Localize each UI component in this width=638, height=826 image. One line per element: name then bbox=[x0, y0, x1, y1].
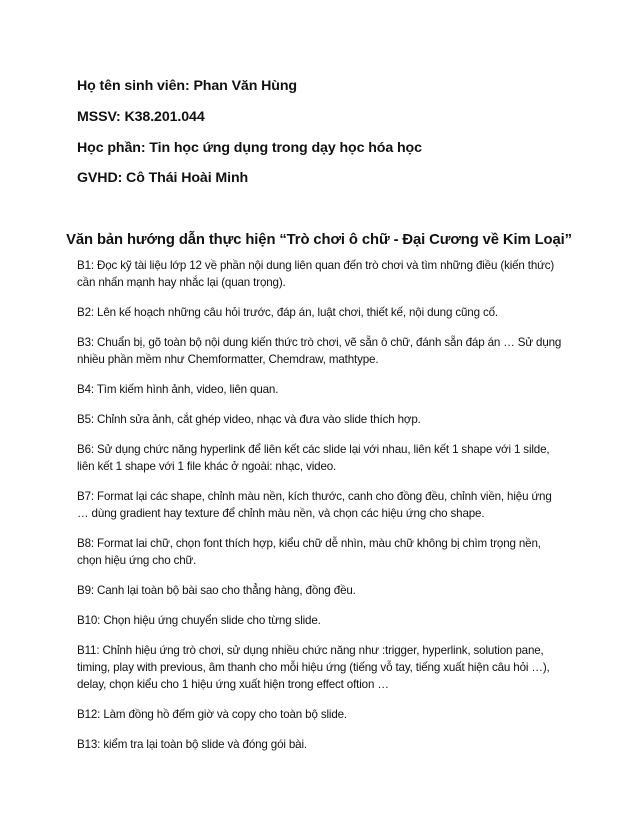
step-item-b13: B13: kiểm tra lại toàn bộ slide và đóng gói bài. bbox=[77, 738, 307, 751]
step-item-b11: B11: Chỉnh hiệu ứng trò chơi, sử dụng nhiều chức năng như :trigger, hyperlink, solution pane, timing, play with previous, âm thanh cho mỗi hiệu ứng (tiếng vỗ tay, tiếng xuất hiện câu hỏi …), delay, chọn kiểu cho 1 hiệu ứng xuất hiện trong effect oftion … bbox=[77, 644, 550, 691]
steps-list bbox=[77, 257, 565, 766]
step-item-b5: B5: Chỉnh sửa ảnh, cắt ghép video, nhạc và đưa vào slide thích hợp. bbox=[77, 413, 421, 426]
step-item-b8: B8: Format lai chữ, chọn font thích hợp, kiểu chữ dễ nhìn, màu chữ không bị chìm trọng nền, chọn hiệu ứng cho chữ. bbox=[77, 537, 541, 567]
step-item-b6: B6: Sử dụng chức năng hyperlink để liên kết các slide lại với nhau, liên kết 1 shape với 1 silde, liên kết 1 shape với 1 file khác ở ngoài: nhạc, video. bbox=[77, 443, 550, 473]
advisor-name: GVHD: Cô Thái Hoài Minh bbox=[77, 170, 249, 186]
step-item-b12: B12: Làm đồng hồ đếm giờ và copy cho toàn bộ slide. bbox=[77, 708, 348, 721]
step-item-b4: B4: Tìm kiếm hình ảnh, video, liên quan. bbox=[77, 383, 279, 396]
step-item-b1: B1: Đọc kỹ tài liệu lớp 12 về phần nội dung liên quan đến trò chơi và tìm những điều (kiến thức) cần nhấn mạnh hay nhắc lại (quan trọng). bbox=[77, 259, 555, 289]
course-name: Học phần: Tin học ứng dụng trong dạy học hóa học bbox=[77, 140, 422, 156]
step-item-b10: B10: Chọn hiệu ứng chuyển slide cho từng slide. bbox=[77, 614, 321, 627]
document-title: Văn bản hướng dẫn thực hiện “Trò chơi ô chữ - Đại Cương về Kim Loại” bbox=[66, 232, 572, 248]
step-item-b2: B2: Lên kế hoạch những câu hỏi trước, đáp án, luật chơi, thiết kế, nội dung cũng cố. bbox=[77, 306, 498, 319]
step-item-b9: B9: Canh lại toàn bộ bài sao cho thẳng hàng, đồng đều. bbox=[77, 584, 356, 597]
student-id: MSSV: K38.201.044 bbox=[77, 109, 205, 125]
step-item-b7: B7: Format lại các shape, chỉnh màu nền, kích thước, canh cho đồng đều, chỉnh viền, hiệu ứng … dùng gradient hay texture để chỉnh màu nền, và chọn các hiệu ứng cho shape. bbox=[77, 490, 552, 520]
step-item-b3: B3: Chuẩn bị, gõ toàn bộ nội dung kiến thức trò chơi, vẽ sẵn ô chữ, đánh sẵn đáp án … Sử dụng nhiều phần mềm như Chemformatter, Chemdraw, mathtype. bbox=[77, 336, 562, 366]
student-name: Họ tên sinh viên: Phan Văn Hùng bbox=[77, 78, 297, 94]
